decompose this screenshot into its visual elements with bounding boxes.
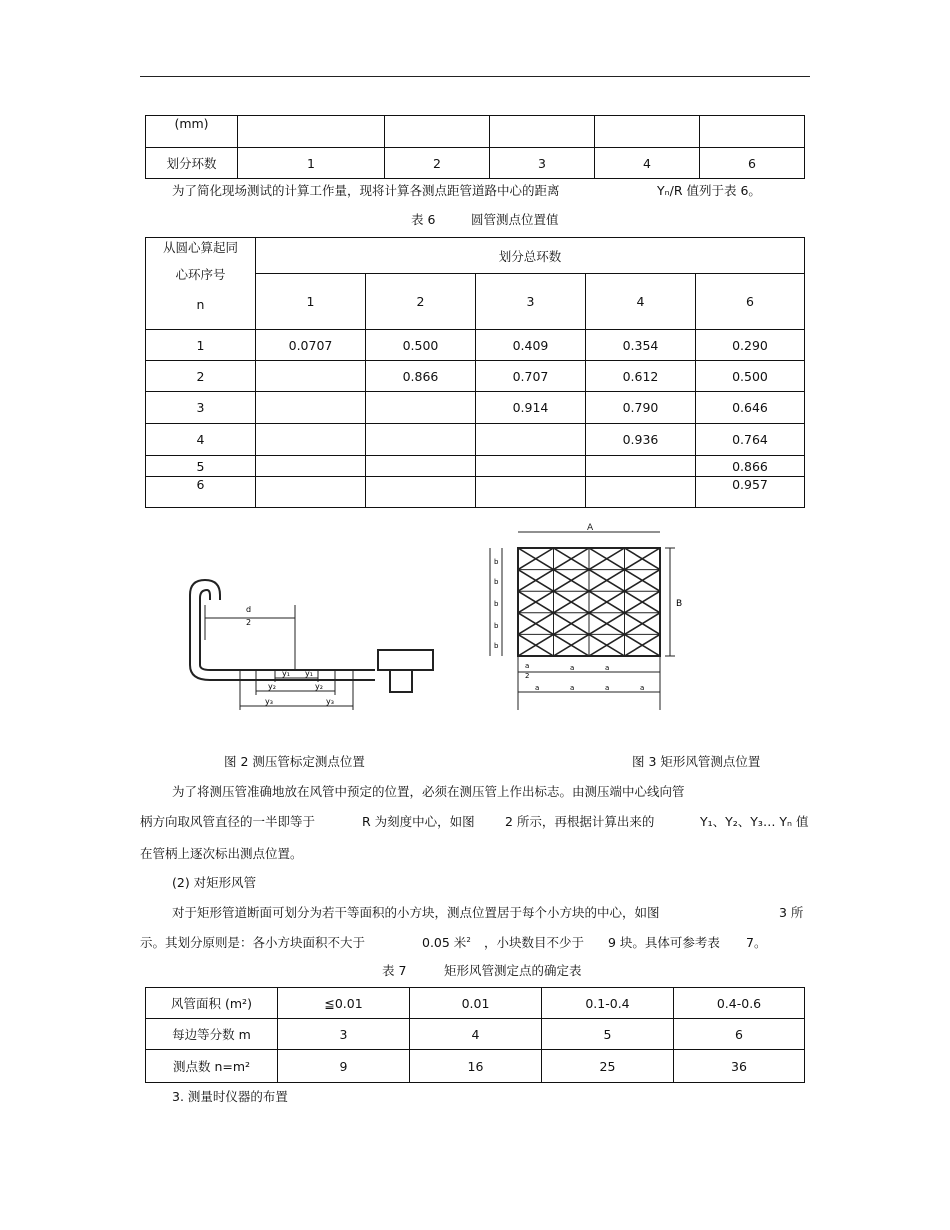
para3-line2c: ，小块数目不少于 [484,935,585,950]
table-cell: 25 [542,1050,674,1083]
figure2-caption: 图 2 测压管标定测点位置 [224,754,365,769]
column-header: 4 [586,274,696,330]
fig3-label-b1: b [494,558,499,566]
fig2-label-y1a: y₁ [282,669,290,678]
table-cell: 5 [146,456,256,477]
table-row [146,424,805,456]
fig3-label-b4: b [494,622,499,630]
fig3-label-b5: b [494,642,499,650]
table-cell [586,456,696,477]
table-cell: 5 [542,1019,674,1050]
row-header-line: 从圆心算起同 [162,240,238,255]
fig3-label-a5: a [570,684,575,692]
figure2-pitot-tube [170,570,440,720]
table-cell [476,477,586,508]
table-cell: 0.612 [586,361,696,392]
fig2-label-y1b: y₁ [305,669,313,678]
para2-line2c: 2 所示，再根据计算出来的 [505,814,655,829]
para2-line3: 在管柄上逐次标出测点位置。 [140,846,303,861]
table-cell [595,116,700,148]
table-cell [700,116,805,148]
table-cell: 3 [146,392,256,424]
table-cell: 2 [385,148,490,179]
tube-handle [378,650,433,670]
table-row [146,456,805,477]
table-cell: 9 [278,1050,410,1083]
para3-line2b [422,933,471,951]
table-cell [586,477,696,508]
table-cell: 0.957 [696,477,805,508]
header-rule [140,76,810,77]
table-cell: 0.409 [476,330,586,361]
table-cell: 0.790 [586,392,696,424]
para2-line1: 为了将测压管准确地放在风管中预定的位置，必须在测压管上作出标志。由测压端中心线向管 [172,784,685,799]
fig3-label-A: A [587,523,594,533]
table-cell: 16 [410,1050,542,1083]
table7-caption-title: 矩形风管测定点的确定表 [444,963,582,978]
table-cell: 0.764 [696,424,805,456]
figure3-caption: 图 3 矩形风管测点位置 [632,754,761,769]
table-cell [238,116,385,148]
table-cell: 0.4-0.6 [674,988,805,1019]
table-cell: 6 [674,1019,805,1050]
table5-row-rings [146,148,805,179]
table-cell: 每边等分数 m [146,1019,278,1050]
table-cell: 0.866 [366,361,476,392]
table-cell [256,456,366,477]
table-cell: 4 [595,148,700,179]
para2-line2d: Y₁、Y₂、Y₃… Yₙ 值 [700,814,809,829]
table-cell [256,477,366,508]
table-cell [476,424,586,456]
fig2-label-y3a: y₃ [265,697,273,706]
table-cell: 0.866 [696,456,805,477]
column-header: 6 [696,274,805,330]
table-cell: 划分环数 [146,148,238,179]
table-cell: 0.500 [696,361,805,392]
table5-fragment [145,115,805,179]
fig2-label-y3b: y₃ [326,697,334,706]
fig3-label-a2-den: 2 [525,672,530,680]
fig3-label-b3: b [494,600,499,608]
table-cell [366,477,476,508]
para3-line2b-text: 0.05 米 [422,935,467,950]
para2-line2b: R 为刻度中心，如图 [362,814,475,829]
table-cell: 3 [278,1019,410,1050]
column-header: 2 [366,274,476,330]
para3-line2e: 7。 [746,935,767,950]
table6 [145,237,805,508]
table-cell: 4 [410,1019,542,1050]
column-header: 1 [256,274,366,330]
table-cell: 0.500 [366,330,476,361]
table-cell: 0.01 [410,988,542,1019]
table-cell [385,116,490,148]
table-cell: 6 [700,148,805,179]
table-cell: 0.914 [476,392,586,424]
table-cell: 0.936 [586,424,696,456]
table7 [145,987,805,1083]
footer-heading: 3. 测量时仪器的布置 [172,1089,288,1104]
table-cell [366,424,476,456]
table6-row-header [146,238,256,330]
section-title: (2) 对矩形风管 [172,875,257,890]
table-cell: 36 [674,1050,805,1083]
table-cell [366,456,476,477]
table-row [146,1050,805,1083]
fig3-label-a2-num: a [525,662,530,670]
para3-line2d: 9 块。具体可参考表 [608,935,720,950]
table-cell: 0.354 [586,330,696,361]
table-cell: (mm) [146,116,238,148]
text1-part2: Yₙ/R 值列于表 6。 [657,183,761,198]
table-row [146,330,805,361]
table-cell: 风管面积 (m²) [146,988,278,1019]
table7-caption-no: 表 7 [382,963,407,978]
table5-row-mm [146,116,805,148]
table-row [146,392,805,424]
table-cell: ≦0.01 [278,988,410,1019]
table-cell [256,392,366,424]
row-header-line: n [196,297,205,312]
table-cell [490,116,595,148]
table-cell: 1 [238,148,385,179]
fig3-label-a4: a [535,684,540,692]
table-cell: 4 [146,424,256,456]
figure3-rect-duct-grid [470,520,710,720]
para3-superscript: 2 [466,935,471,944]
fig3-label-a7: a [640,684,645,692]
table-cell: 3 [490,148,595,179]
fig2-label-y2a: y₂ [268,682,276,691]
table-cell: 1 [146,330,256,361]
table-cell: 0.290 [696,330,805,361]
table-cell [366,392,476,424]
table-cell: 2 [146,361,256,392]
text1-part1: 为了简化现场测试的计算工作量，现将计算各测点距管道路中心的距离 [172,183,560,198]
para3-line1a: 对于矩形管道断面可划分为若干等面积的小方块，测点位置居于每个小方块的中心，如图 [172,905,660,920]
table-cell: 0.646 [696,392,805,424]
table-cell: 0.0707 [256,330,366,361]
table-cell: 测点数 n=m² [146,1050,278,1083]
table-cell [256,361,366,392]
fig3-label-a1: a [570,664,575,672]
table6-caption-title: 圆管测点位置值 [471,212,559,227]
fig3-label-b2: b [494,578,499,586]
tube-connector [390,670,412,692]
fig2-label-2: 2 [246,618,252,627]
fig2-label-y2b: y₂ [315,682,323,691]
table-row [146,477,805,508]
fig2-label-d: d [246,605,252,614]
fig3-label-B: B [676,599,683,609]
column-header: 3 [476,274,586,330]
table-cell [256,424,366,456]
table-row [146,361,805,392]
table-row [146,1019,805,1050]
para2-line2a: 柄方向取风管直径的一半即等于 [140,814,316,829]
table-cell: 0.1-0.4 [542,988,674,1019]
fig3-label-a6: a [605,684,610,692]
table-row [146,988,805,1019]
fig3-label-a3: a [605,664,610,672]
table6-caption-no: 表 6 [411,212,436,227]
para3-line1b: 3 所 [779,905,804,920]
table-cell: 0.707 [476,361,586,392]
table-cell [476,456,586,477]
row-header-line: 心环序号 [175,267,226,282]
table6-group-header: 划分总环数 [256,238,805,274]
table-cell: 6 [146,477,256,508]
para3-line2a: 示。其划分原则是：各小方块面积不大于 [140,935,366,950]
